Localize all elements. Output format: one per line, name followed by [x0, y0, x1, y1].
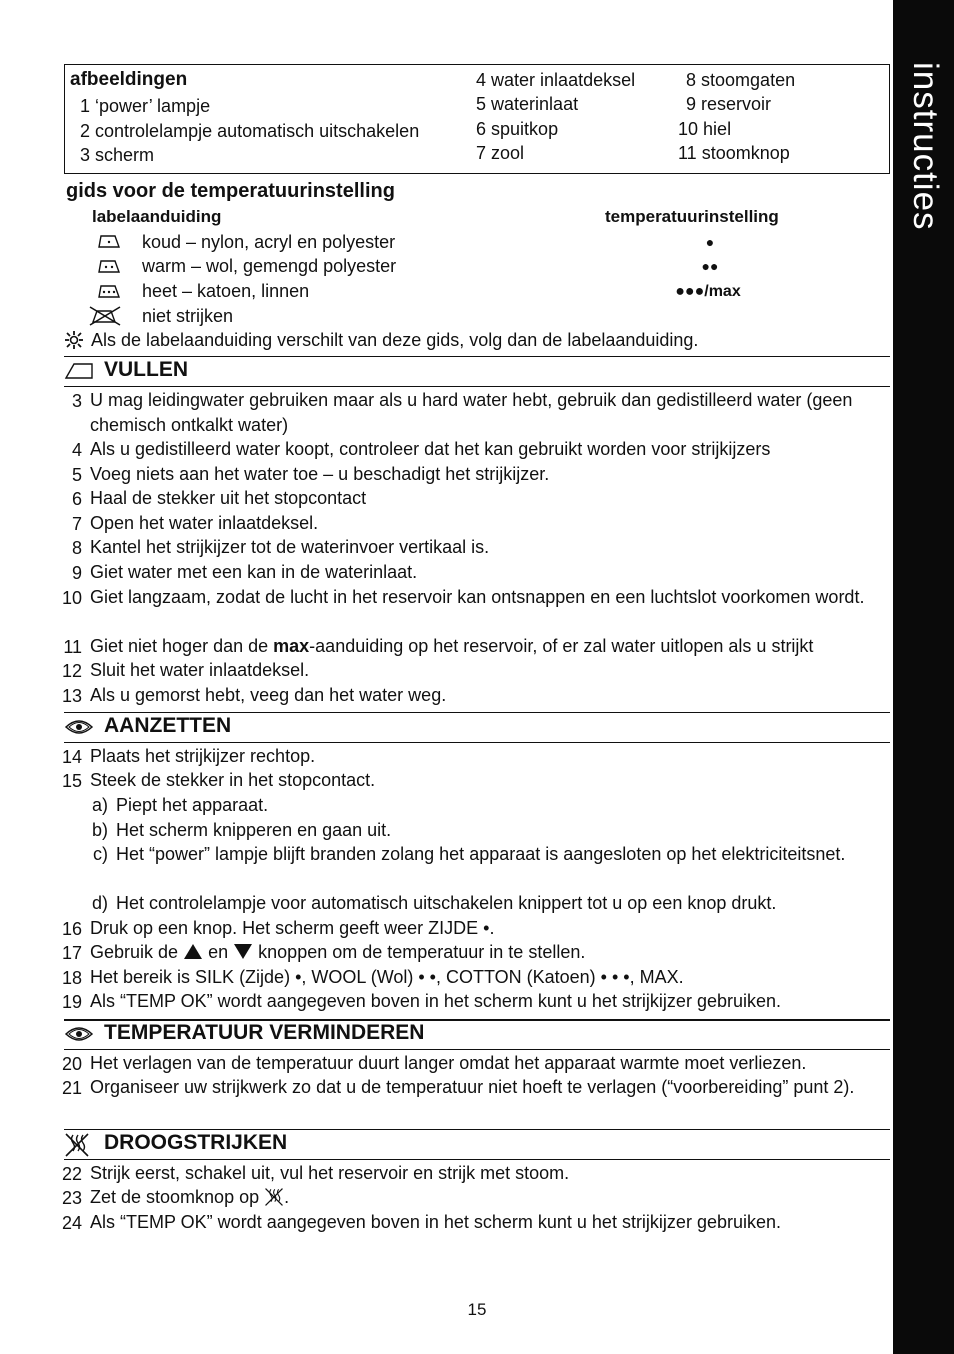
- step-number: 19: [61, 992, 82, 1012]
- step-number: 16: [61, 919, 82, 939]
- step-text: Giet niet hoger dan de max-aanduiding op het reservoir, of er zal water uitlopen als u strijkt: [90, 636, 814, 656]
- figure-item: 2 controlelampje automatisch uitschakelen: [80, 121, 420, 141]
- step-number: 17: [61, 943, 82, 963]
- step-text: Druk op een knop. Het scherm geeft weer ZIJDE •.: [90, 918, 495, 938]
- step-text: Strijk eerst, schakel uit, vul het reservoir en strijk met stoom.: [90, 1163, 570, 1183]
- temp-row-label: koud – nylon, acryl en polyester: [142, 232, 396, 252]
- temp-row-setting: ●: [705, 234, 715, 250]
- figure-item: 7 zool: [476, 143, 525, 163]
- divider: [64, 1049, 890, 1050]
- step-text: Sluit het water inlaatdeksel.: [90, 660, 310, 680]
- temp-guide-note: Als de labelaanduiding verschilt van deze gids, volg dan de labelaanduiding.: [91, 330, 699, 350]
- section-title-vullen: VULLEN: [104, 358, 188, 381]
- step-number: 8: [71, 538, 82, 558]
- substep-letter: a): [91, 795, 108, 815]
- step-text: U mag leidingwater gebruiken maar als u hard water hebt, gebruik dan gedistilleerd water (geen chemisch ontkalkt water): [90, 390, 853, 435]
- step-number: 20: [61, 1054, 82, 1074]
- divider: [64, 1129, 890, 1130]
- substep-letter: d): [91, 893, 108, 913]
- step-text: Giet langzaam, zodat de lucht in het reservoir kan ontsnappen en een luchtslot voorkomen wordt.: [90, 587, 865, 607]
- divider: [64, 386, 890, 387]
- iron-three-dot-icon: [97, 283, 121, 299]
- step-number: 21: [61, 1078, 82, 1098]
- down-arrow-icon: [233, 943, 253, 960]
- iron-two-dot-icon: [97, 258, 121, 274]
- no-steam-icon: [264, 1187, 284, 1207]
- step-number: 13: [61, 686, 82, 706]
- temp-guide-title: gids voor de temperatuurinstelling: [66, 180, 395, 202]
- temp-row-label: niet strijken: [142, 306, 234, 326]
- divider: [64, 742, 890, 743]
- temp-guide-col-label: labelaanduiding: [92, 207, 222, 226]
- step-number: 15: [61, 771, 82, 791]
- step-number: 24: [61, 1213, 82, 1233]
- step-number: 9: [71, 563, 82, 583]
- substep-text: Het controlelampje voor automatisch uitschakelen knippert tot u op een knop drukt.: [116, 893, 777, 913]
- figures-title: afbeeldingen: [70, 69, 188, 90]
- temp-row-label: heet – katoen, linnen: [142, 281, 310, 301]
- step-text: Als u gemorst hebt, veeg dan het water weg.: [90, 685, 447, 705]
- figure-item: 1 ‘power’ lampje: [80, 96, 211, 116]
- step-text: Steek de stekker in het stopcontact.: [90, 770, 376, 790]
- step-text: Giet water met een kan in de waterinlaat.: [90, 562, 418, 582]
- step-text: Open het water inlaatdeksel.: [90, 513, 319, 533]
- section-title-verminderen: TEMPERATUUR VERMINDEREN: [104, 1021, 425, 1044]
- fill-iron-icon: [64, 361, 94, 381]
- step-text: Plaats het strijkijzer rechtop.: [90, 746, 316, 766]
- step-number: 14: [61, 747, 82, 767]
- step-text: Voeg niets aan het water toe – u beschadigt het strijkijzer.: [90, 464, 550, 484]
- temp-row-setting: ●●●/max: [675, 283, 741, 300]
- step-number: 11: [63, 637, 82, 657]
- divider: [64, 712, 890, 713]
- step-number: 12: [61, 661, 82, 681]
- step-number: 4: [71, 440, 82, 460]
- substep-letter: c): [93, 844, 108, 864]
- temp-row-setting: ●●: [701, 258, 719, 274]
- figure-item: 9 reservoir: [686, 94, 772, 114]
- side-tab-label: instructies: [906, 62, 945, 231]
- figure-item: 3 scherm: [80, 145, 155, 165]
- no-iron-icon: [88, 305, 122, 327]
- step-number: 7: [71, 514, 82, 534]
- step-text: Het verlagen van de temperatuur duurt langer omdat het apparaat warmte moet verliezen.: [90, 1053, 807, 1073]
- page-number: 15: [467, 1300, 487, 1319]
- step-number: 10: [61, 588, 82, 608]
- figure-item: 8 stoomgaten: [686, 70, 796, 90]
- temp-guide-col-setting: temperatuurinstelling: [605, 207, 779, 226]
- step-number: 23: [61, 1188, 82, 1208]
- figure-item: 5 waterinlaat: [476, 94, 579, 114]
- substep-text: Piept het apparaat.: [116, 795, 269, 815]
- eye-icon: [64, 1024, 94, 1044]
- step-text: Kantel het strijkijzer tot de waterinvoer vertikaal is.: [90, 537, 490, 557]
- step-number: 5: [71, 465, 82, 485]
- step-number: 3: [71, 391, 82, 411]
- step-text: Als “TEMP OK” wordt aangegeven boven in het scherm kunt u het strijkijzer gebruiken.: [90, 1212, 781, 1232]
- temp-row-label: warm – wol, gemengd polyester: [142, 256, 397, 276]
- no-steam-icon: [64, 1132, 90, 1158]
- divider: [64, 356, 890, 357]
- figure-item: 11 stoomknop: [678, 143, 790, 163]
- section-title-droogstrijken: DROOGSTRIJKEN: [104, 1131, 288, 1154]
- step-number: 18: [61, 968, 82, 988]
- substep-text: Het “power” lampje blijft branden zolang het apparaat is aangesloten op het elektriciteitsnet.: [116, 844, 846, 864]
- step-text: Zet de stoomknop op .: [90, 1187, 290, 1207]
- substep-letter: b): [91, 820, 108, 840]
- figure-item: 4 water inlaatdeksel: [476, 70, 636, 90]
- step-text: Organiseer uw strijkwerk zo dat u de temperatuur niet hoeft te verlagen (“voorbereiding” punt 2).: [90, 1077, 855, 1097]
- step-text: Als u gedistilleerd water koopt, controleer dat het kan gebruikt worden voor strijkijzers: [90, 439, 771, 459]
- step-text: Gebruik de en knoppen om de temperatuur in te stellen.: [90, 942, 586, 962]
- step-text: Haal de stekker uit het stopcontact: [90, 488, 367, 508]
- divider: [64, 1159, 890, 1160]
- step-text: Het bereik is SILK (Zijde) •, WOOL (Wol) • •, COTTON (Katoen) • • •, MAX.: [90, 967, 684, 987]
- warning-star-icon: [65, 331, 83, 349]
- figure-item: 10 hiel: [678, 119, 732, 139]
- step-text: Als “TEMP OK” wordt aangegeven boven in het scherm kunt u het strijkijzer gebruiken.: [90, 991, 781, 1011]
- iron-one-dot-icon: [97, 233, 121, 249]
- eye-icon: [64, 717, 94, 737]
- step-number: 22: [61, 1164, 82, 1184]
- up-arrow-icon: [183, 943, 203, 960]
- substep-text: Het scherm knipperen en gaan uit.: [116, 820, 392, 840]
- step-number: 6: [71, 489, 82, 509]
- figure-item: 6 spuitkop: [476, 119, 559, 139]
- section-title-aanzetten: AANZETTEN: [104, 714, 232, 737]
